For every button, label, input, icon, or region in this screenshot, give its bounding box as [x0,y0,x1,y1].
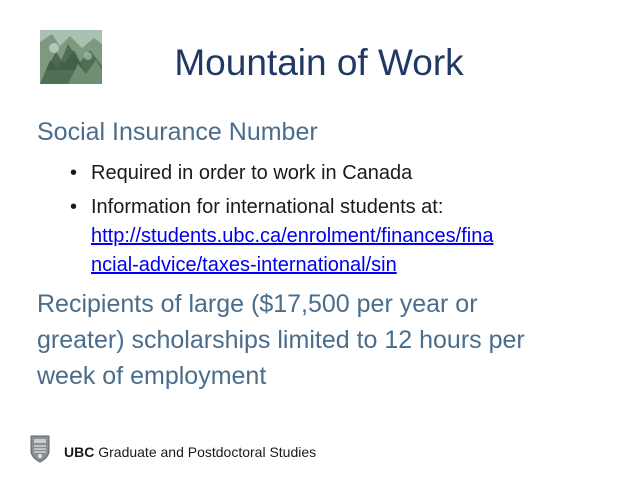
footer-org-unit: Graduate and Postdoctoral Studies [98,444,317,460]
scholarship-note-line: greater) scholarships limited to 12 hours per [37,326,525,354]
bullet-text: Information for international students at: [91,196,444,218]
footer-org-short: UBC [64,444,95,460]
bullet-text: Required in order to work in Canada [91,162,413,184]
scholarship-note-line: Recipients of large ($17,500 per year or [37,290,478,318]
sin-info-link-continued[interactable]: ncial-advice/taxes-international/sin [91,254,397,276]
sin-info-link[interactable]: http://students.ubc.ca/enrolment/finances/fina [91,225,494,247]
slide-title: Mountain of Work [174,42,464,83]
ubc-crest-logo [30,435,50,463]
footer-text [64,443,316,461]
bullet-dot-icon: • [70,196,78,218]
bullet-dot-icon: • [70,162,78,184]
section-heading-sin: Social Insurance Number [37,118,318,146]
scholarship-note-line: week of employment [37,362,267,390]
